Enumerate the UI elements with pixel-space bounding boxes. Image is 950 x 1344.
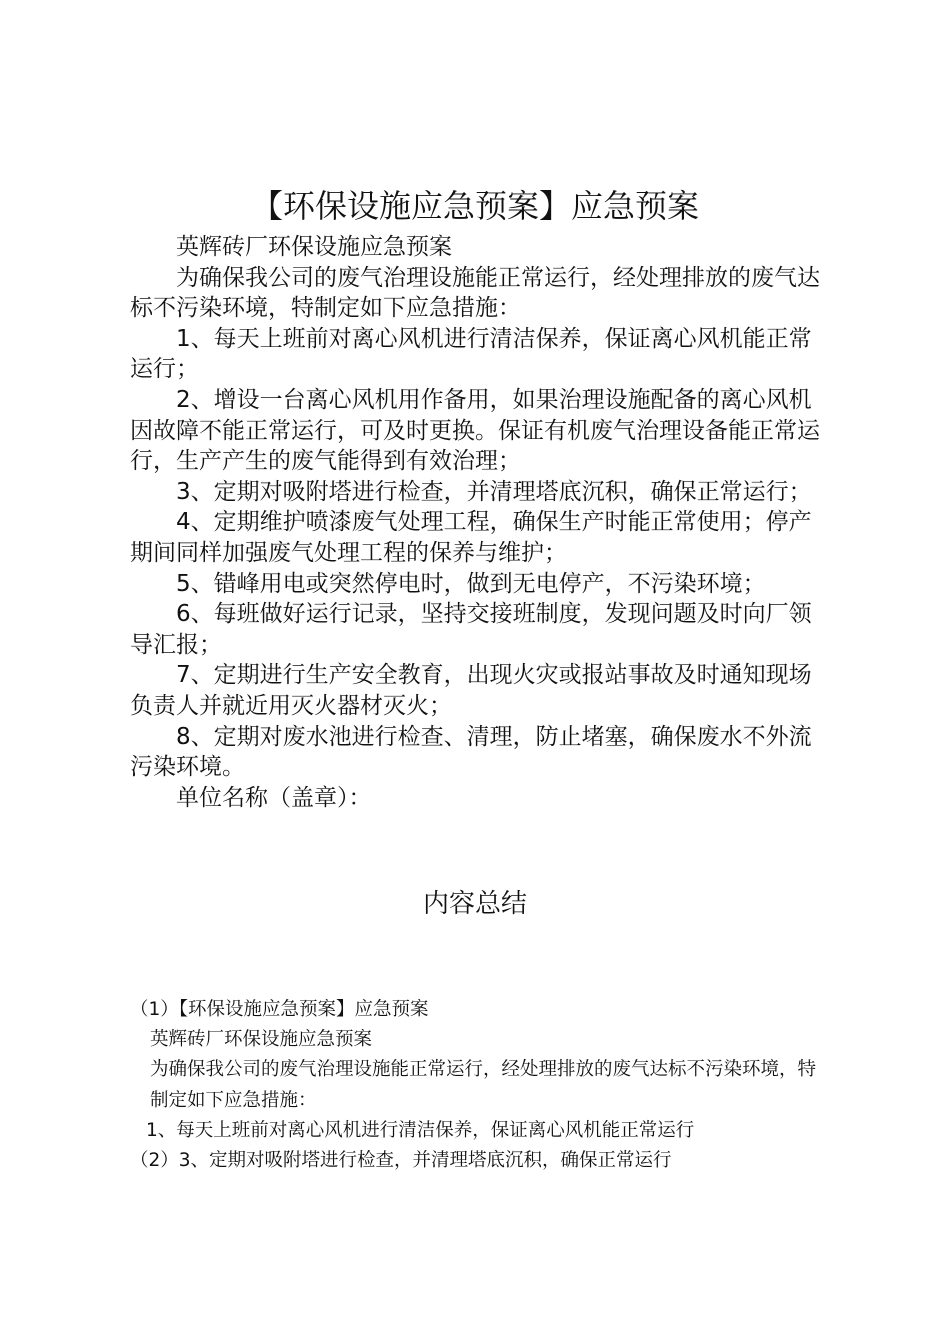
paragraph-subtitle: 英辉砖厂环保设施应急预案 — [176, 234, 452, 260]
paragraph-intro: 为确保我公司的废气治理设施能正常运行，经处理排放的废气达标不污染环境，特制定如下应急措施： — [130, 264, 820, 322]
summary-line: （2）3、定期对吸附塔进行检查，并清理塔底沉积，确保正常运行 — [130, 1150, 672, 1172]
paragraph-item-8: 8、定期对废水池进行检查、清理，防止堵塞，确保废水不外流污染环境。 — [130, 723, 812, 781]
paragraph-item-1: 1、每天上班前对离心风机进行清洁保养，保证离心风机能正常运行； — [130, 325, 812, 383]
summary-line: （1）【环保设施应急预案】应急预案 — [130, 999, 429, 1020]
paragraph-item-6: 6、每班做好运行记录，坚持交接班制度，发现问题及时向厂领导汇报； — [130, 601, 812, 658]
summary-section — [130, 995, 820, 1176]
paragraph-item-3: 3、定期对吸附塔进行检查，并清理塔底沉积，确保正常运行； — [176, 478, 812, 505]
paragraph-item-4: 4、定期维护喷漆废气处理工程，确保生产时能正常使用；停产期间同样加强废气处理工程的保养与维护； — [130, 509, 812, 566]
signature-line: 单位名称（盖章）： — [176, 784, 372, 811]
summary-line: 1、每天上班前对离心风机进行清洁保养，保证离心风机能正常运行 — [146, 1119, 695, 1141]
paragraph-item-5: 5、错峰用电或突然停电时，做到无电停产，不污染环境； — [176, 570, 766, 597]
summary-heading: 内容总结 — [422, 889, 527, 919]
summary-line: 为确保我公司的废气治理设施能正常运行，经处理排放的废气达标不污染环境，特制定如下应急措施： — [150, 1059, 817, 1111]
document-title: 【环保设施应急预案】应急预案 — [250, 187, 699, 225]
paragraph-item-7: 7、定期进行生产安全教育，出现火灾或报站事故及时通知现场负责人并就近用灭火器材灭火； — [130, 662, 812, 719]
summary-line: 英辉砖厂环保设施应急预案 — [150, 1029, 373, 1051]
document-body — [130, 232, 820, 813]
paragraph-item-2: 2、增设一台离心风机用作备用，如果治理设施配备的离心风机因故障不能正常运行，可及时更换。保证有机废气治理设备能正常运行，生产产生的废气能得到有效治理； — [130, 386, 820, 475]
